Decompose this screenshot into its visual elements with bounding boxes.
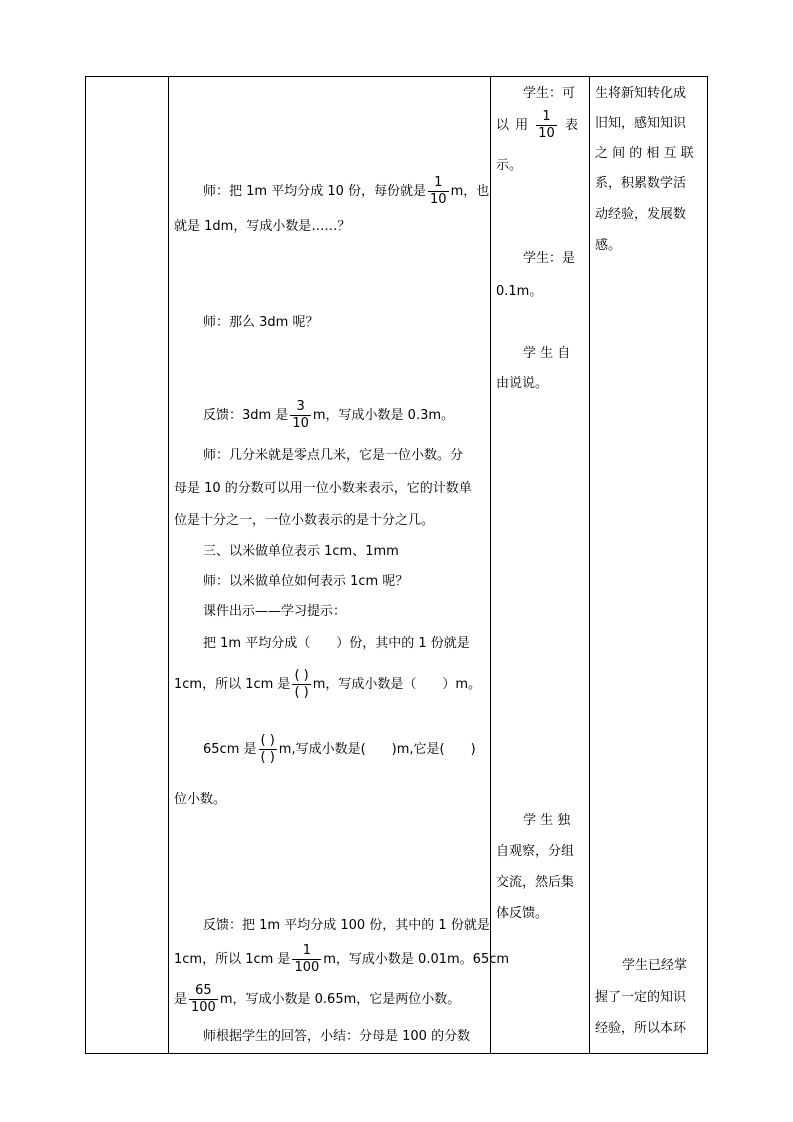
text: 65cm 是 [203,742,257,757]
fraction-numerator: 1 [428,175,449,192]
fraction [292,668,310,701]
student-response-4-line-1: 学 生 独 [523,813,571,828]
text: 1cm，所以 1cm 是 [174,677,291,692]
text: m,写成小数是( )m,它是( ) [278,742,476,757]
fraction [259,733,277,766]
paragraph-11-line-2 [174,943,509,976]
paragraph-4-line-2: 母是 10 的分数可以用一位小数来表示，它的计数单 [174,481,472,496]
paragraph-4-line-1: 师：几分米就是零点几米，它是一位小数。分 [203,448,464,463]
stage-cell [86,77,168,1053]
paragraph-11-line-1: 反馈：把 1m 平均分成 100 份，其中的 1 份就是 [203,918,490,933]
text: 师：把 1m 平均分成 10 份，每份就是 [203,184,427,199]
text: 以 [496,117,510,133]
paragraph-10 [203,733,476,766]
text: m，写成小数是 0.01m。65cm [323,952,510,967]
paragraph-9 [174,668,481,701]
fraction-numerator: 65 [189,983,218,1000]
paragraph-8: 把 1m 平均分成（ ）份，其中的 1 份就是 [203,636,470,651]
design-intent-cell [590,77,707,1053]
fraction-denominator: 10 [292,416,309,431]
student-response-2-line-2: 0.1m。 [496,284,543,299]
paragraph-3 [203,399,454,432]
fraction-denominator: 100 [294,960,320,975]
intent-line-3: 之 间 的 相 互 联 [595,146,694,161]
student-response-1-line-3: 示。 [496,158,523,173]
fraction-denominator: 10 [430,192,447,207]
intent-line-5: 动经验，发展数 [595,207,687,222]
fraction-numerator: ( ) [294,668,309,683]
student-response-1-line-2 [496,109,578,142]
fraction-numerator: 1 [536,109,557,126]
intent-line-9: 经验，所以本环 [595,1021,687,1036]
text: 1cm，所以 1cm 是 [174,952,291,967]
fraction-denominator: ( ) [294,685,309,700]
text: 是 [174,992,188,1007]
intent-line-2: 旧知，感知知识 [595,116,687,131]
fraction [428,175,449,208]
text: m，写成小数是（ ）m。 [312,677,482,692]
paragraph-1 [203,175,489,208]
student-response-4-line-4: 体反馈。 [496,906,549,921]
student-response-1-line-1: 学生：可 [523,86,576,101]
student-response-3-line-2: 由说说。 [496,376,549,391]
student-activity-cell [491,77,589,1053]
text: 用 [515,117,529,133]
paragraph-4-line-3: 位是十分之一，一位小数表示的是十分之几。 [174,513,435,528]
fraction [189,983,218,1016]
paragraph-12 [174,983,460,1016]
paragraph-6: 师：以米做单位如何表示 1cm 呢？ [203,574,409,589]
paragraph-2: 师：那么 3dm 呢？ [203,315,319,330]
intent-line-4: 系，积累数学活 [595,176,687,191]
student-response-4-line-2: 自观察，分组 [496,844,575,859]
fraction-denominator: 10 [538,126,555,141]
student-response-2-line-1: 学生：是 [523,251,576,266]
text: m，也 [450,184,490,199]
text: m，写成小数是 0.65m，它是两位小数。 [219,992,461,1007]
intent-line-6: 感。 [595,238,622,253]
teaching-process-cell [169,77,510,1053]
student-response-3-line-1: 学 生 自 [523,346,571,361]
student-response-4-line-3: 交流，然后集 [496,875,575,890]
lesson-table [85,76,708,1054]
paragraph-1-cont: 就是 1dm，写成小数是……？ [174,219,351,234]
intent-line-1: 生将新知转化成 [595,86,687,101]
table-bottom-border [85,1053,708,1054]
fraction [536,109,557,142]
fraction-numerator: 1 [292,943,321,960]
fraction [290,399,311,432]
table-col-border-4 [707,76,708,1054]
fraction-numerator: ( ) [260,733,275,748]
fraction [292,943,321,976]
text: 表 [564,117,578,133]
fraction-denominator: 100 [191,1000,216,1015]
paragraph-13: 师根据学生的回答，小结：分母是 100 的分数 [203,1029,471,1044]
section-heading: 三、以米做单位表示 1cm、1mm [203,544,399,559]
paragraph-10-cont: 位小数。 [174,792,227,807]
paragraph-7: 课件出示——学习提示： [203,604,347,619]
fraction-numerator: 3 [290,399,311,416]
intent-line-7: 学生已经掌 [622,958,688,973]
fraction-denominator: ( ) [260,750,275,765]
intent-line-8: 握了一定的知识 [595,990,687,1005]
text: 反馈：3dm 是 [203,408,289,423]
text: m，写成小数是 0.3m。 [312,408,455,423]
